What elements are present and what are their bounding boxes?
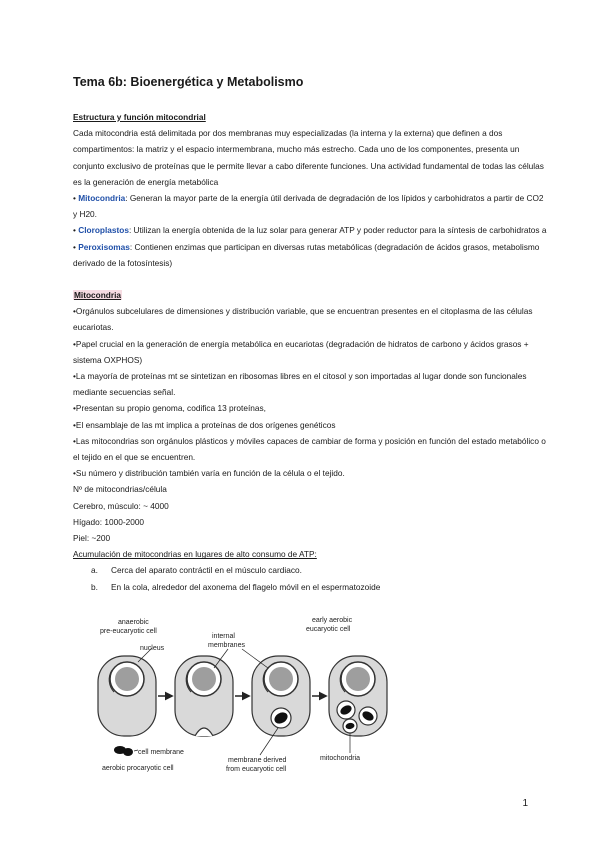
mito-line: •Papel crucial en la generación de energía metabólica en eucariotas (degradación de hidratos de carbono y ácidos grasos + sistema OXPHOS) — [73, 338, 529, 365]
intro-paragraph: Cada mitocondria está delimitada por dos membranas muy especializadas (la interna y la externa) que definen a dos compartimentos: la matriz y el espacio intermembrana, mucho más estrecho. Cada uno de los componentes, presenta un conjunto exclusivo de proteínas que le permite llevar a cabo diferente funciones. Una actividad fundamental de todas las células es la generación de energía metabólica — [73, 128, 544, 187]
bullet-text: : Utilizan la energía obtenida de la luz solar para generar ATP y poder reductor para la síntesis de carbohidratos a — [128, 225, 547, 236]
mito-line: •Presentan su propio genoma, codifica 13 proteínas, — [73, 403, 266, 414]
mito-line: Hígado: 1000-2000 — [73, 516, 145, 527]
cell-stage-1 — [98, 656, 156, 736]
list-item: b. En la cola, alrededor del axonema del flagelo móvil en el espermatozoide — [91, 581, 381, 592]
label-procaryotic: aerobic procaryotic cell — [102, 765, 174, 772]
mito-line: •Su número y distribución también varía en función de la célula o el tejido. — [73, 468, 345, 479]
mito-line: •Orgánulos subcelulares de dimensiones y distribución variable, que se encuentran presentes en el citoplasma de las células eucariotas. — [73, 306, 533, 333]
label-mitochondria: mitochondria — [320, 755, 361, 762]
page-number: 1 — [522, 798, 528, 809]
bullet-text: : Generan la mayor parte de la energía útil derivada de degradación de los lípidos y carbohidratos a partir de CO2 y H20. — [73, 193, 544, 220]
cell-stage-2 — [175, 656, 233, 736]
label-pre-eucaryotic: pre-eucaryotic cell — [100, 628, 157, 635]
label-anaerobic: anaerobic — [118, 619, 149, 626]
label-membrane-derived: membrane derived — [228, 757, 287, 764]
cell-stage-3 — [252, 656, 310, 736]
mito-line: •La mayoría de proteínas mt se sintetizan en ribosomas libres en el citosol y son importadas al lugar donde son funcionales mediante secuencias señal. — [73, 371, 527, 398]
bullet-label: Mitocondria — [78, 193, 126, 204]
document-title: Tema 6b: Bioenergética y Metabolismo — [73, 75, 304, 89]
bullet-peroxisomas: • Peroxisomas: Contienen enzimas que participan en diversas rutas metabólicas (degradación de ácidos grasos, metabolismo derivado de la fotosíntesis) — [73, 241, 540, 268]
label-from-eucaryotic: from eucaryotic cell — [226, 766, 287, 773]
label-cell-membrane: cell membrane — [138, 749, 184, 756]
section-heading-mitocondria-wrap — [73, 287, 548, 303]
accumulation-heading: Acumulación de mitocondrias en lugares de alto consumo de ATP: — [73, 549, 317, 560]
mito-line: Cerebro, músculo: ~ 4000 — [73, 500, 169, 511]
mito-line: •Las mitocondrias son orgánulos plásticos y móviles capaces de cambiar de forma y posición en función del estado metabólico o el tejido en el que se encuentren. — [73, 435, 546, 463]
label-nucleus: nucleus — [140, 645, 165, 652]
bullet-label: Peroxisomas — [78, 241, 130, 252]
mito-line: Nº de mitocondrias/célula — [73, 484, 167, 495]
label-internal: internal — [212, 633, 235, 640]
endosymbiosis-figure — [80, 612, 410, 782]
label-eucaryotic: eucaryotic cell — [306, 626, 351, 633]
bullet-cloroplastos: • Cloroplastos: Utilizan la energía obtenida de la luz solar para generar ATP y poder reductor para la síntesis de carbohidratos a — [73, 225, 547, 236]
mito-line: •El ensamblaje de las mt implica a proteínas de dos orígenes genéticos — [73, 419, 336, 430]
label-membranes: membranes — [208, 642, 245, 649]
mito-line: Piel: ~200 — [73, 533, 111, 544]
free-procaryote — [114, 746, 133, 756]
bullet-text: : Contienen enzimas que participan en diversas rutas metabólicas (degradación de ácidos grasos, metabolismo derivado de la fotosíntesis) — [73, 241, 540, 268]
section-heading-mitocondria: Mitocondria — [74, 290, 122, 301]
endosymbiosis-diagram — [80, 612, 410, 782]
bullet-mitocondria: • Mitocondria: Generan la mayor parte de la energía útil derivada de degradación de los lípidos y carbohidratos a partir de CO2 y H20. — [73, 193, 544, 220]
label-early-aerobic: early aerobic — [312, 617, 353, 624]
section-heading-structure: Estructura y función mitocondrial — [73, 112, 206, 122]
cell-stage-4 — [329, 656, 387, 736]
list-item: a. Cerca del aparato contráctil en el músculo cardiaco. — [91, 565, 302, 576]
document-body — [73, 109, 548, 595]
bullet-label: Cloroplastos — [78, 225, 129, 236]
